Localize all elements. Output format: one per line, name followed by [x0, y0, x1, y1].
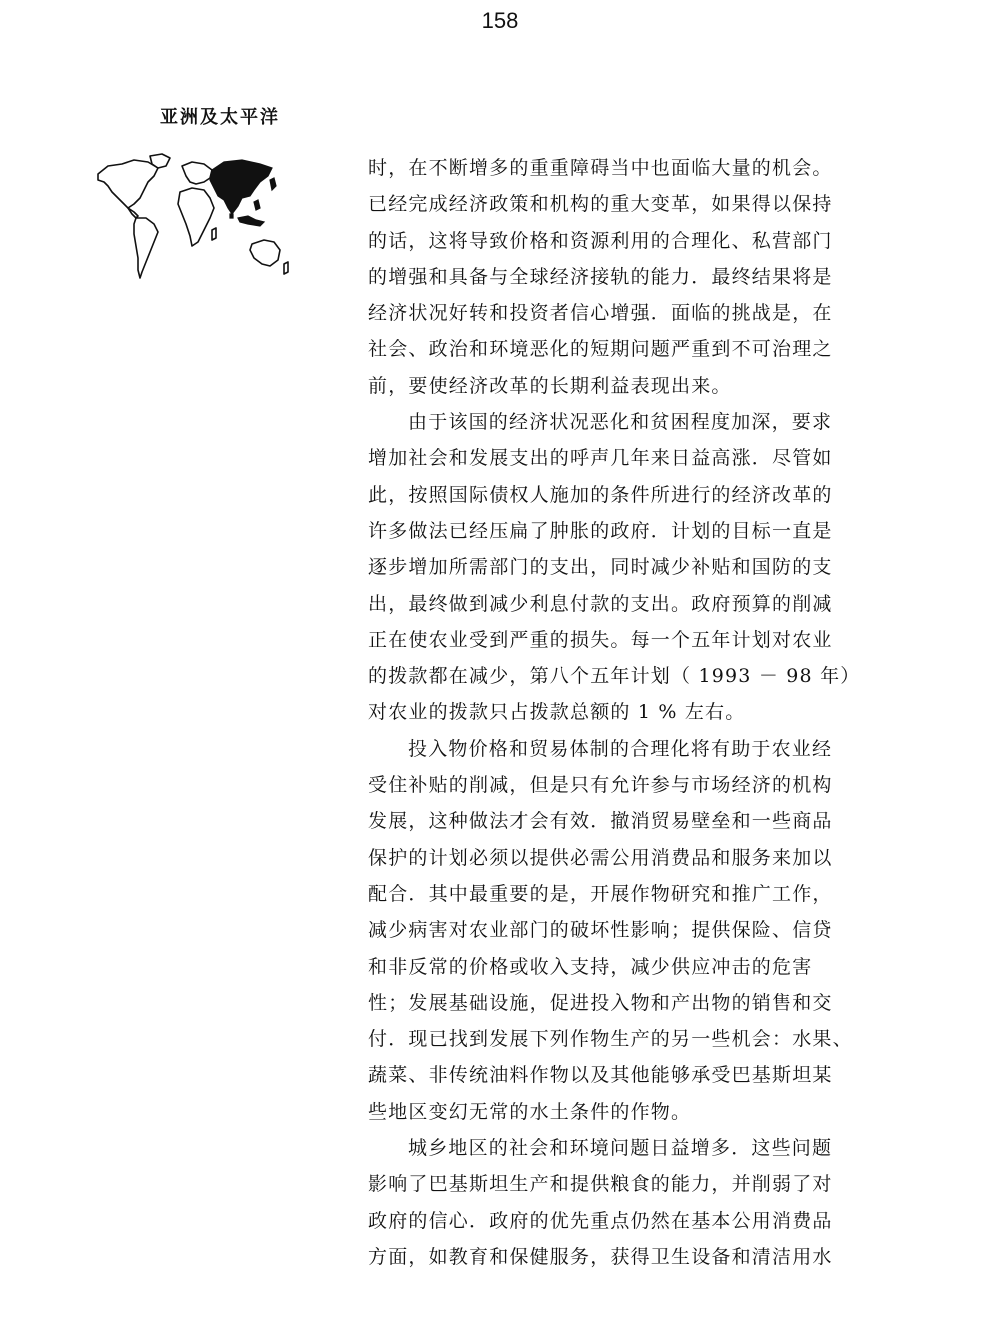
text-line: 性；发展基础设施，促进投入物和产出物的销售和交: [368, 991, 833, 1014]
indonesia-shape: [238, 216, 264, 226]
north-america-shape: [98, 160, 158, 208]
world-map-icon: [92, 152, 292, 287]
text-line: 城乡地区的社会和环境问题日益增多．这些问题: [408, 1137, 833, 1160]
text-line: 配合．其中最重要的是，开展作物研究和推广工作，: [368, 882, 833, 905]
central-america-shape: [128, 208, 138, 218]
africa-shape: [178, 188, 214, 246]
europe-shape: [182, 162, 212, 184]
section-label: 亚洲及太平洋: [160, 107, 280, 128]
text-line: 些地区变幻无常的水土条件的作物。: [368, 1100, 692, 1123]
text-line: 的拨款都在减少，第八个五年计划（ 1993 － 98 年）: [368, 665, 861, 688]
text-line: 受住补贴的削减，但是只有允许参与市场经济的机构: [368, 774, 833, 797]
text-line: 前，要使经济改革的长期利益表现出来。: [368, 374, 732, 397]
text-line: 蔬菜、非传统油料作物以及其他能够承受巴基斯坦某: [368, 1064, 833, 1087]
sri-lanka-shape: [230, 214, 233, 218]
text-line: 的话，这将导致价格和资源利用的合理化、私营部门: [368, 229, 833, 252]
paragraph-1: [368, 150, 873, 404]
philippines-shape: [254, 200, 260, 210]
madagascar-shape: [212, 228, 216, 240]
paragraph-3: [368, 731, 873, 1130]
text-line: 经济状况好转和投资者信心增强．面临的挑战是，在: [368, 302, 833, 325]
text-line: 社会、政治和环境恶化的短期问题严重到不可治理之: [368, 338, 833, 361]
text-line: 逐步增加所需部门的支出，同时减少补贴和国防的支: [368, 556, 833, 579]
text-line: 正在使农业受到严重的损失。每一个五年计划对农业: [368, 628, 833, 651]
text-line: 保护的计划必须以提供必需公用消费品和服务来加以: [368, 846, 833, 869]
text-line: 由于该国的经济状况恶化和贫困程度加深，要求: [408, 411, 833, 434]
text-line: 方面，如教育和保健服务，获得卫生设备和清洁用水: [368, 1245, 833, 1268]
text-line: 出，最终做到减少利息付款的支出。政府预算的削减: [368, 592, 833, 615]
australia-shape: [250, 240, 280, 266]
paragraph-2: [368, 404, 873, 731]
text-line: 时，在不断增多的重重障碍当中也面临大量的机会。: [368, 157, 833, 179]
text-line: 对农业的拨款只占拨款总额的 1 % 左右。: [368, 701, 746, 724]
text-line: 增加社会和发展支出的呼声几年来日益高涨．尽管如: [368, 447, 833, 470]
text-line: 减少病害对农业部门的破坏性影响；提供保险、信贷: [368, 919, 833, 942]
asia-shape: [210, 160, 272, 214]
text-line: 影响了巴基斯坦生产和提供粮食的能力，并削弱了对: [368, 1173, 833, 1196]
text-line: 付．现已找到发展下列作物生产的另一些机会：水果、: [368, 1028, 853, 1051]
text-line: 已经完成经济政策和机构的重大变革，如果得以保持: [368, 193, 833, 216]
new-zealand-shape: [284, 262, 288, 274]
text-line: 和非反常的价格或收入支持，减少供应冲击的危害: [368, 955, 813, 978]
text-line: 此，按照国际债权人施加的条件所进行的经济改革的: [368, 483, 833, 506]
text-line: 发展，这种做法才会有效．撤消贸易壁垒和一些商品: [368, 810, 833, 833]
japan-shape: [270, 178, 276, 190]
text-line: 的增强和具备与全球经济接轨的能力．最终结果将是: [368, 265, 833, 288]
south-america-shape: [134, 218, 158, 278]
text-line: 投入物价格和贸易体制的合理化将有助于农业经: [408, 737, 833, 760]
page-number: 158: [481, 8, 519, 33]
text-line: 政府的信心．政府的优先重点仍然在基本公用消费品: [368, 1209, 833, 1232]
paragraph-4: [368, 1130, 873, 1275]
text-line: 许多做法已经压扁了肿胀的政府．计划的目标一直是: [368, 519, 833, 542]
body-text: [368, 150, 873, 1275]
